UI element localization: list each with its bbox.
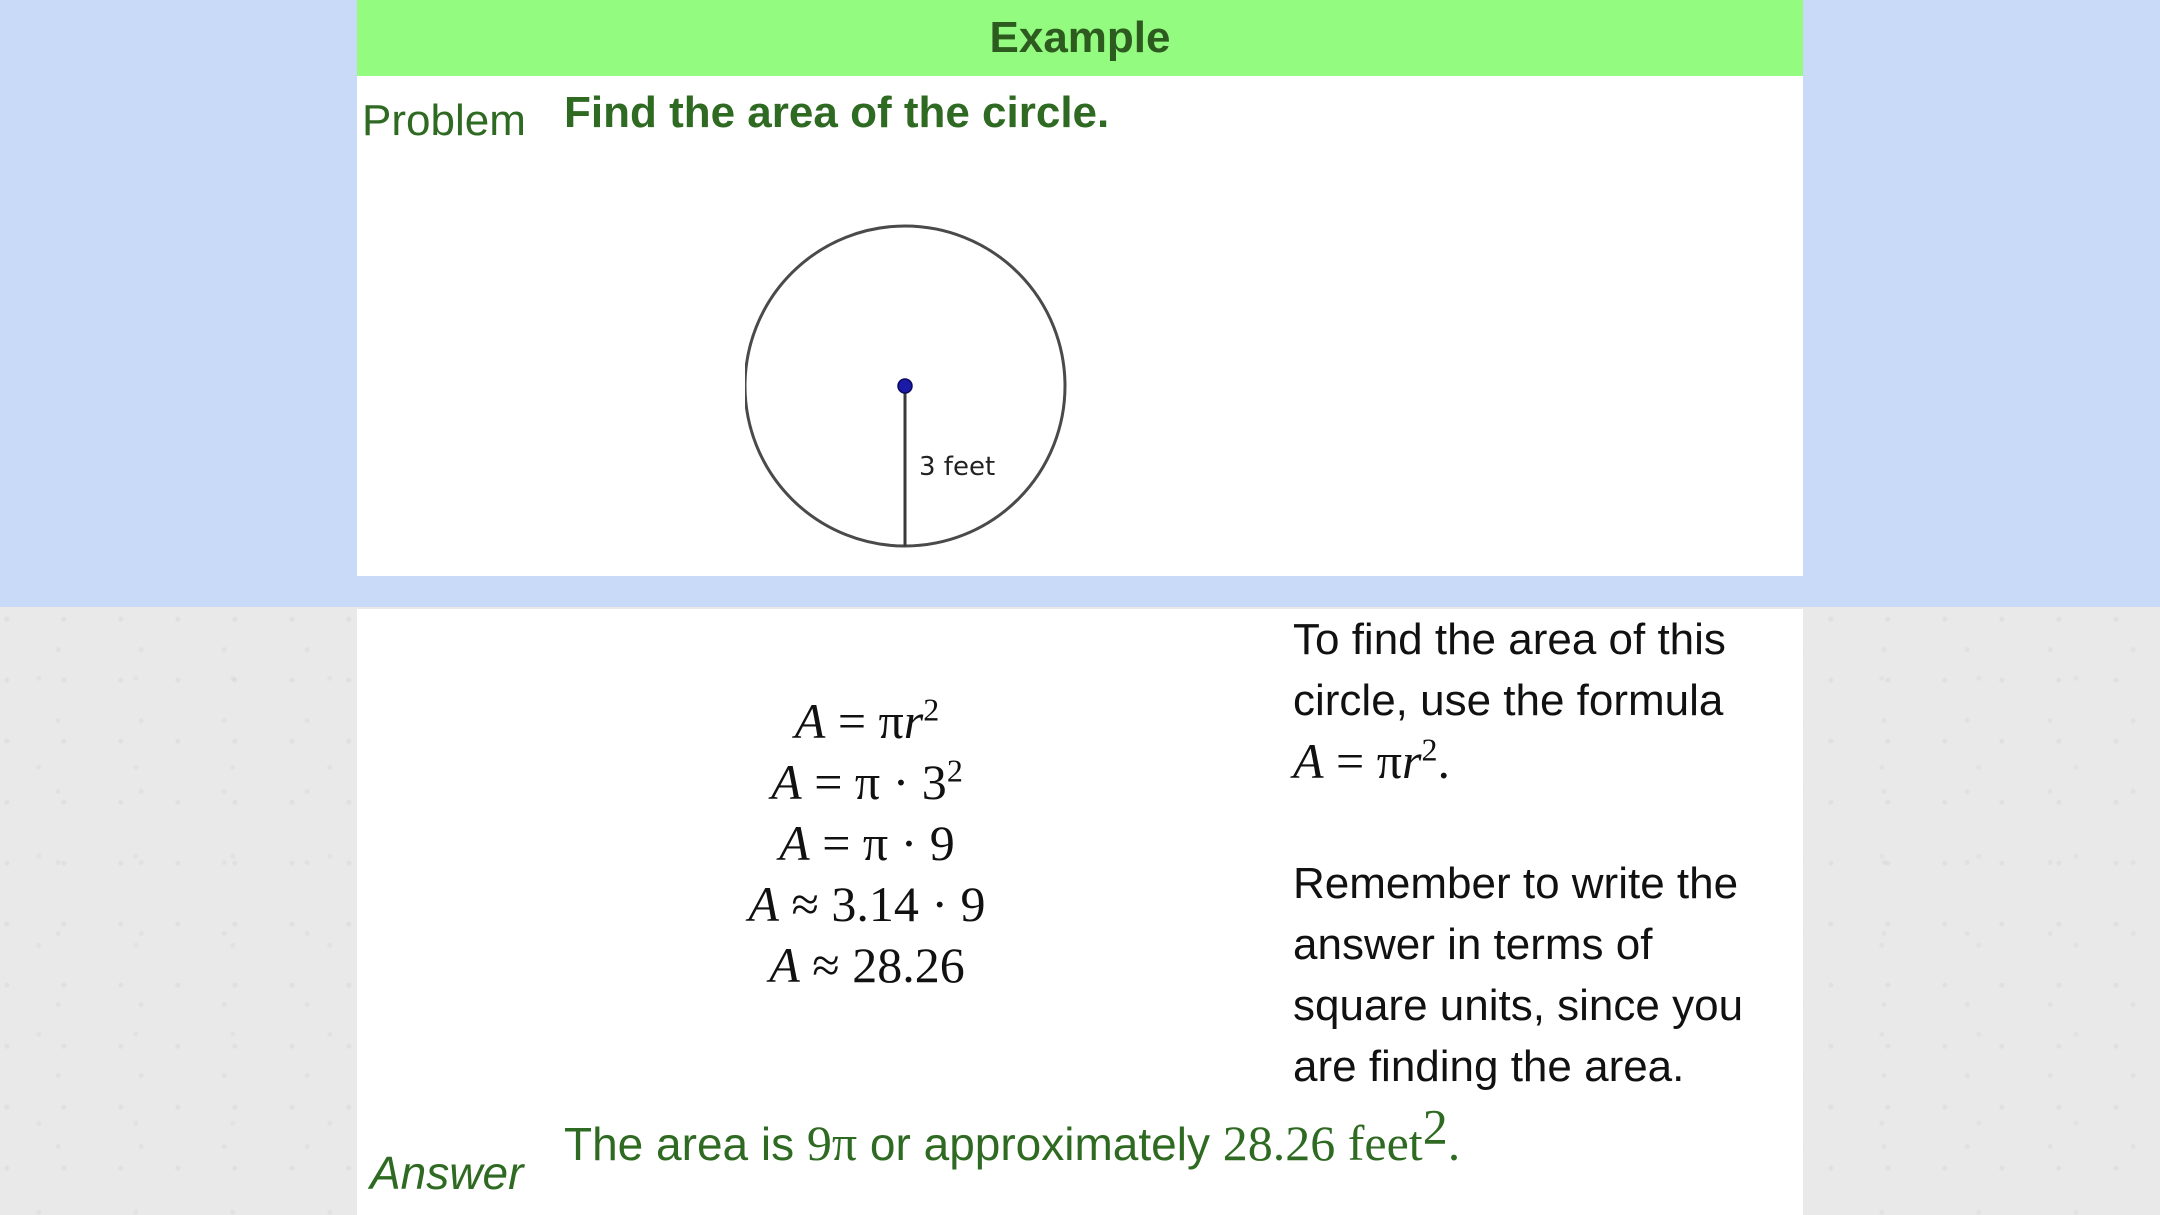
example-header [357,0,1803,76]
answer-label: Answer [370,1147,524,1199]
example-card-top [357,0,1803,576]
explanation-line: Remember to write the [1293,859,1739,908]
problem-statement: Find the area of the circle. [564,88,1110,137]
example-card-bottom [357,609,1803,1215]
solution-step-1: $A = \pi r^2$ [794,691,940,749]
paragraph-gap [1293,792,1798,853]
solution-step-4: A ≈ 3.14 · 9 [748,876,986,932]
problem-label: Problem [362,96,526,145]
answer-statement: The area is 9π or approximately 28.26 feet$^2$. [564,1098,1461,1171]
explanation-formula: $A = \pi r^2$. [1293,731,1450,789]
explanation-line: To find the area of this [1293,615,1726,664]
radius-label: 3 feet [919,452,996,482]
circle-figure [745,215,1105,555]
explanation-line: are finding the area. [1293,1042,1685,1091]
solution-steps [657,691,1077,996]
center-point [898,379,912,393]
explanation-text [1293,609,1798,1097]
explanation-line: circle, use the formula [1293,676,1724,725]
solution-step-2: $A = \pi \cdot 3^2$ [771,752,963,810]
solution-step-5: A ≈ 28.26 [769,937,965,993]
header-title: Example [989,13,1171,62]
solution-step-3: A = π · 9 [779,815,955,871]
explanation-line: answer in terms of [1293,920,1653,969]
explanation-line: square units, since you [1293,981,1744,1030]
